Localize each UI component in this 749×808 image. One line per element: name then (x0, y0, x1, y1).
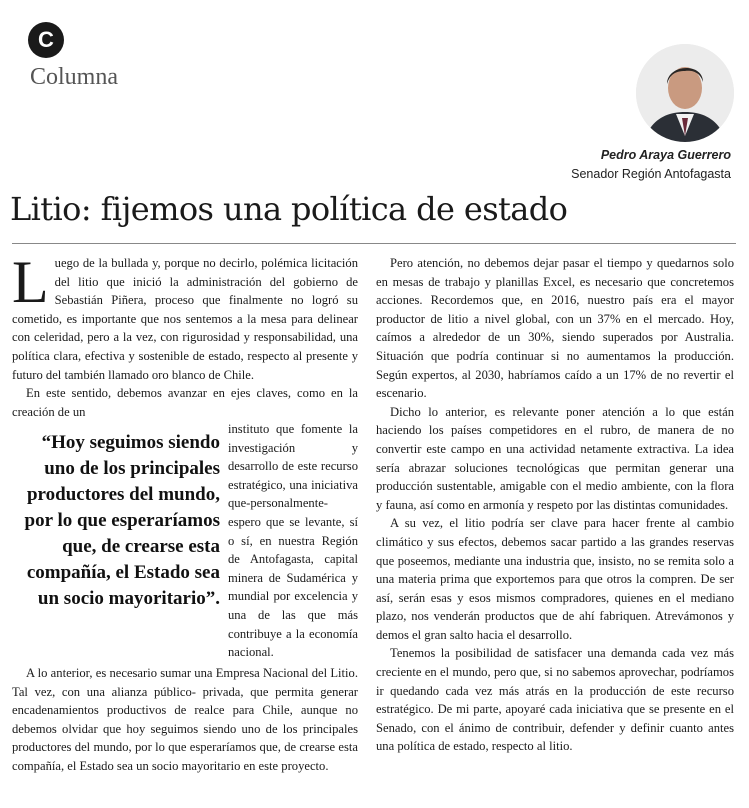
paragraph-5: Dicho lo anterior, es relevante poner atención a lo que están haciendo los países competidores en el rubro, de manera de no convertir este campo en una actividad netamente extractiva. La idea sería abrazar soluciones tecnológicas que permitan generar una producción sustentable, amigable con el medio ambiente, con la flora y fauna, así como en armonía y respeto por las distintas comunidades. (376, 404, 734, 512)
paragraph-4: Pero atención, no debemos dejar pasar el tiempo y quedarnos solo en mesas de trabajo y planillas Excel, es necesario que concretemos acciones. Recordemos que, en 2016, nuestro país era el mayor productor de litio a nivel global, con un 37% en el mercado. Hoy, caímos a alrededor de un 30%, siendo superados por Australia. Situación que podría continuar si no aumentamos la producción. Según expertos, al 2030, habríamos caído a un 17% de no revertir el escenario. (376, 256, 734, 401)
author-photo (636, 44, 734, 142)
section-title: Columna (30, 64, 118, 90)
divider (12, 243, 736, 244)
author-name: Pedro Araya Guerrero (600, 148, 731, 162)
paragraph-1: Luego de la bullada y, porque no decirlo, polémica licitación del litio que inició la administración del gobierno de Sebastián Piñera, proceso que finalmente no logró su cometido, es importante que nos sentemos a la mesa para delinear con celeridad, pero a la vez, con rigurosidad y responsabilidad, una política clara, efectiva y sostenible de estado, respecto al presente y futuro del también llamado oro blanco de Chile. (12, 249, 358, 382)
pull-quote: “Hoy seguimos siendo uno de los principales productores del mundo, por lo que esperaríamos que, de crearse esta compañía, el Estado sea un socio mayoritario”. (24, 432, 220, 609)
drop-cap: L (12, 249, 49, 315)
right-column (376, 254, 734, 756)
left-column-lower (12, 664, 358, 776)
paragraph-6: A su vez, el litio podría ser clave para hacer frente al cambio climático y sus efectos, debemos sacar partido a las grandes reservas que poseemos, mediante una industria que, insisto, no se remita solo a una materia prima que exportemos para que otros la compren. De ser así, serán esas y esos mismos compradores, quienes en el mediano plazo, nos venderán productos que de ahí fabriquen. Atrevámonos y demos el gran salto hacia el desarrollo. (376, 516, 734, 642)
headline: Litio: fijemos una política de estado (10, 190, 568, 228)
author-role: Senador Región Antofagasta (571, 167, 731, 181)
paragraph-2-intro: En este sentido, debemos avanzar en ejes claves, como en la creación de un (12, 386, 358, 419)
paragraph-3: A lo anterior, es necesario sumar una Empresa Nacional del Litio. Tal vez, con una alianza público- privada, que permita generar encadenamientos productivos de realce para Chile, aunque no debemos olvidar que hoy seguimos siendo uno de los principales productores del mundo, por lo que esperaríamos que, de crearse esta compañía, el Estado sea un socio mayoritario en este proyecto. (12, 666, 358, 773)
paragraph-7: Tenemos la posibilidad de satisfacer una demanda cada vez más creciente en el mundo, pero que, si no sabemos aprovechar, podríamos ir quedando cada vez más atrás en la producción de este recurso estratégico. De mi parte, apoyaré cada iniciativa que se presente en el Senado, con el ánimo de contribuir, defender y definir cuanto antes una política de estado, respecto al litio. (376, 646, 734, 754)
left-column (12, 249, 358, 421)
columna-logo: C (28, 22, 64, 58)
paragraph-2-continued: instituto que fomente la investigación y desarrollo de este recurso estratégico, una iniciativa que-personalmente- espero que se levante, sí o sí, en nuestra Región de Antofagasta, capital minera de Sudamérica y mundial por excelencia y una de las que más contribuye a la economía nacional. (228, 422, 358, 660)
